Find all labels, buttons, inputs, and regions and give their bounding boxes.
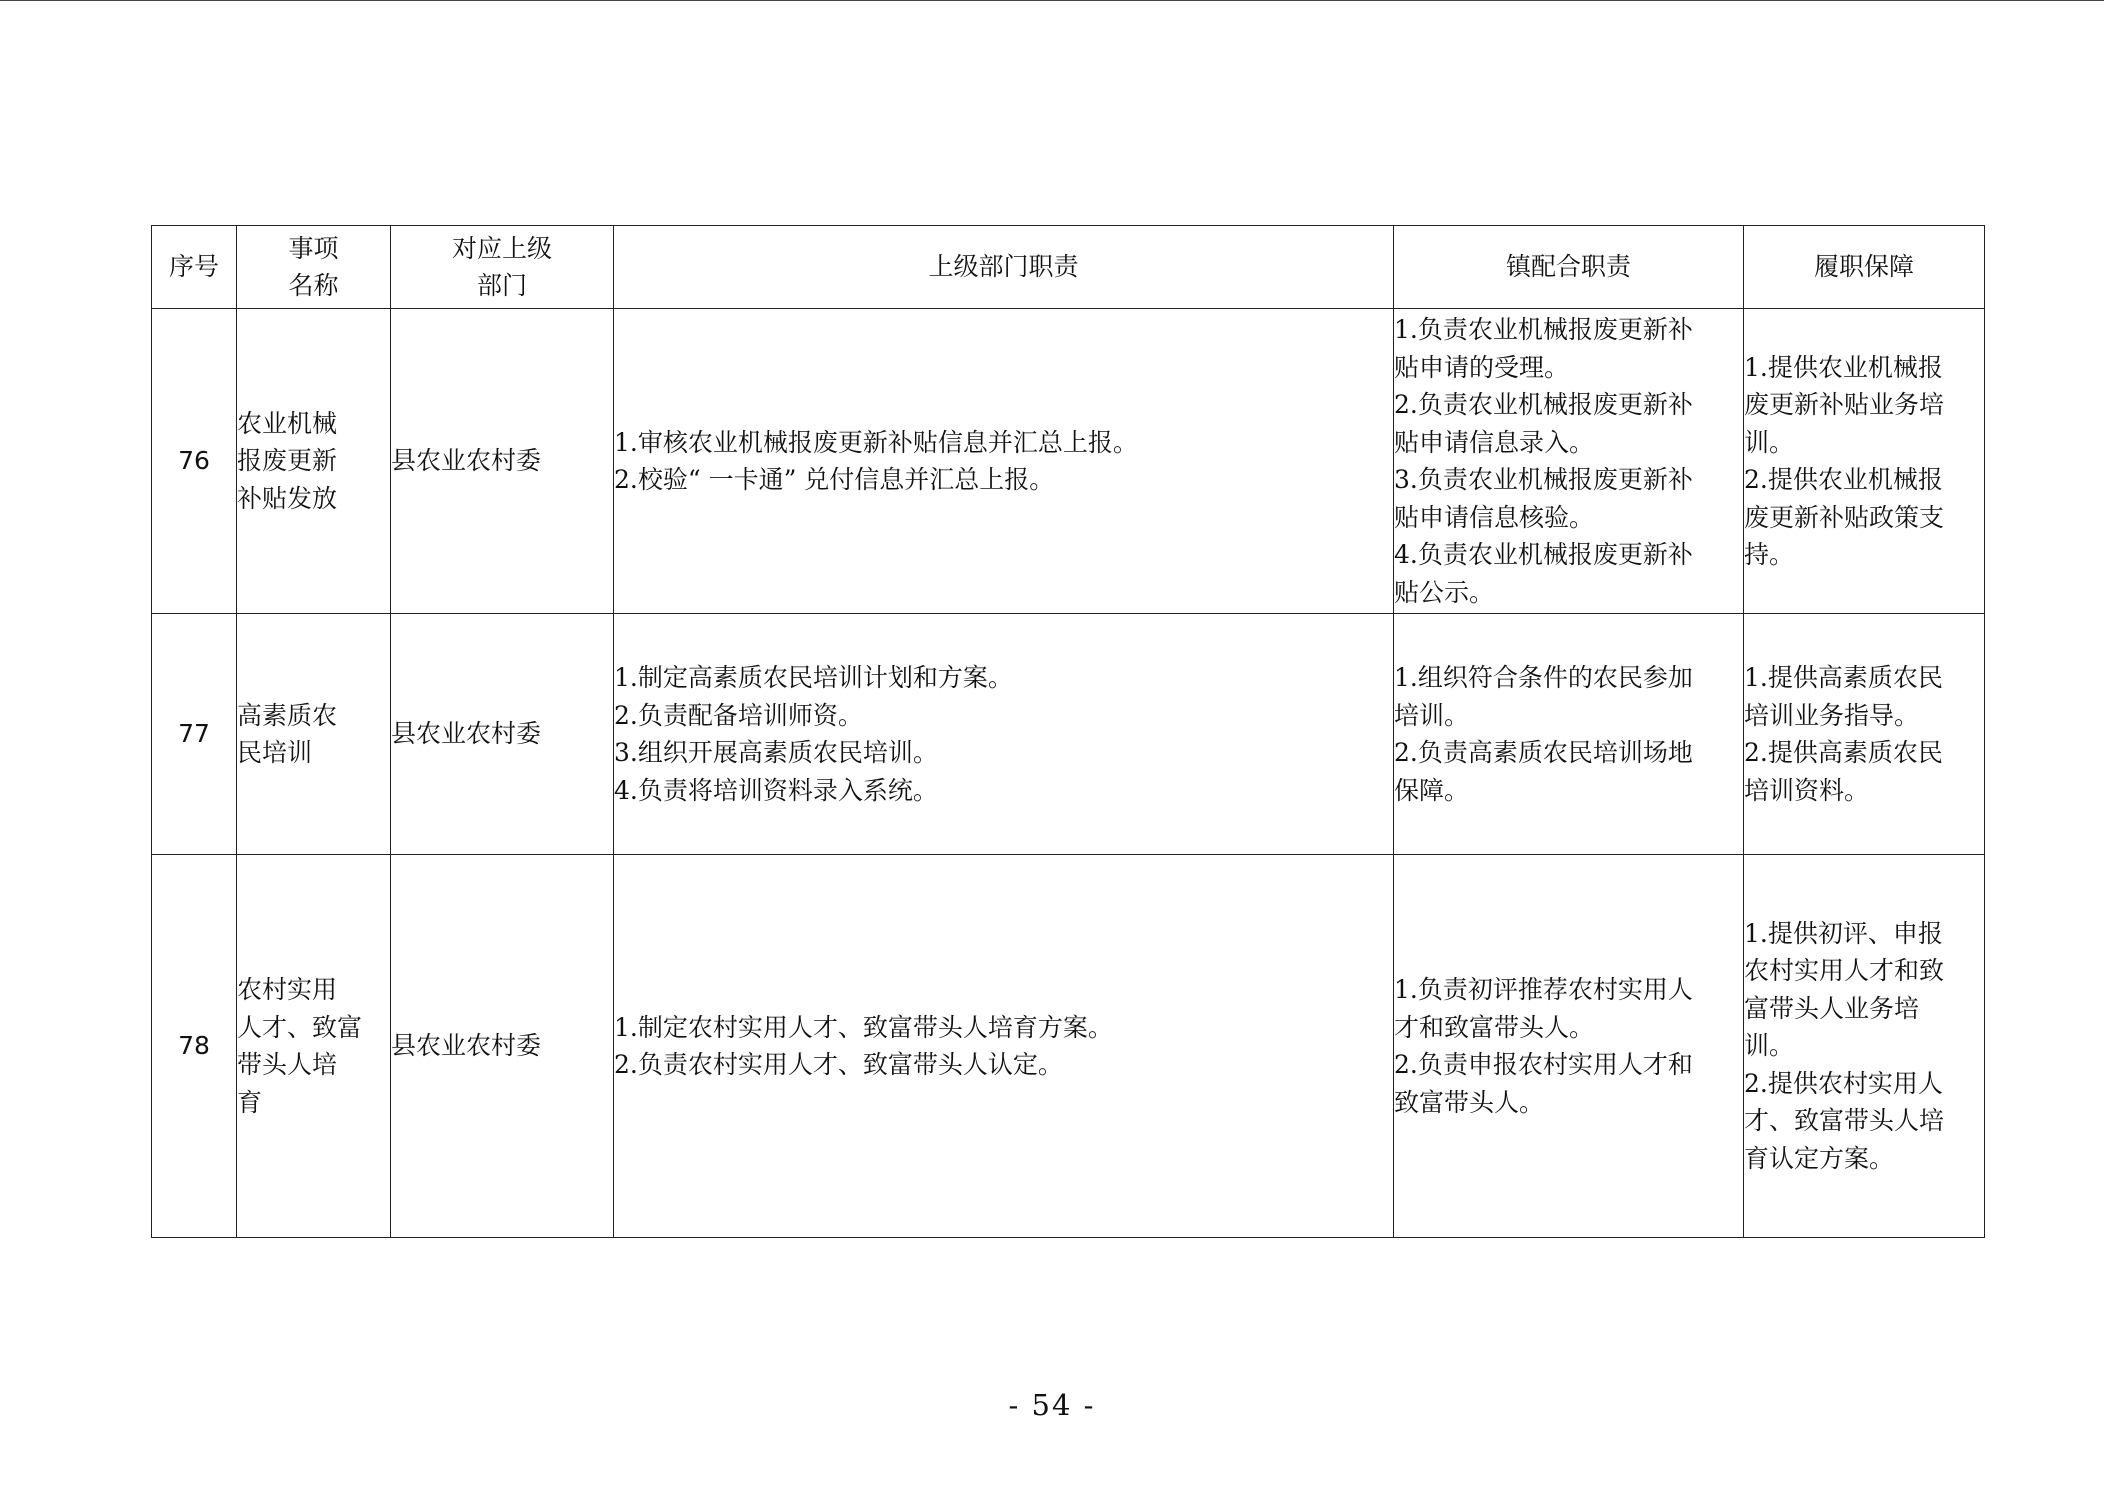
duties-table	[151, 225, 1985, 1238]
row-town-duties: 1.负责农业机械报废更新补 贴申请的受理。 2.负责农业机械报废更新补 贴申请信息录入。 3.负责农业机械报废更新补 贴申请信息核验。 4.负责农业机械报废更新补 贴公示。	[1394, 309, 1744, 614]
row-superior-duties: 1.审核农业机械报废更新补贴信息并汇总上报。 2.校验“ 一卡通” 兑付信息并汇总上报。	[614, 309, 1394, 614]
row-serial-number: 77	[152, 614, 237, 855]
row-superior-duties: 1.制定高素质农民培训计划和方案。 2.负责配备培训师资。 3.组织开展高素质农民培训。 4.负责将培训资料录入系统。	[614, 614, 1394, 855]
header-superior-duties: 上级部门职责	[614, 226, 1394, 309]
header-town-duties: 镇配合职责	[1394, 226, 1744, 309]
row-serial-number: 78	[152, 855, 237, 1238]
row-serial-number: 76	[152, 309, 237, 614]
row-superior-duties: 1.制定农村实用人才、致富带头人培育方案。 2.负责农村实用人才、致富带头人认定。	[614, 855, 1394, 1238]
top-border-line	[0, 0, 2104, 1]
row-town-duties: 1.负责初评推荐农村实用人 才和致富带头人。 2.负责申报农村实用人才和 致富带头人。	[1394, 855, 1744, 1238]
table-row	[152, 855, 1985, 1238]
row-guarantee: 1.提供农业机械报 废更新补贴业务培 训。 2.提供农业机械报 废更新补贴政策支 持。	[1744, 309, 1985, 614]
header-serial-number: 序号	[152, 226, 237, 309]
row-department: 县农业农村委	[391, 855, 614, 1238]
row-item-name: 农村实用 人才、致富 带头人培 育	[237, 855, 391, 1238]
header-item-name: 事项 名称	[237, 226, 391, 309]
table-header-row	[152, 226, 1985, 309]
table-row	[152, 309, 1985, 614]
row-town-duties: 1.组织符合条件的农民参加 培训。 2.负责高素质农民培训场地 保障。	[1394, 614, 1744, 855]
row-item-name: 高素质农 民培训	[237, 614, 391, 855]
header-guarantee: 履职保障	[1744, 226, 1985, 309]
page-number: - 54 -	[1008, 1388, 1096, 1422]
row-department: 县农业农村委	[391, 614, 614, 855]
header-superior-department: 对应上级 部门	[391, 226, 614, 309]
row-department: 县农业农村委	[391, 309, 614, 614]
row-guarantee: 1.提供初评、申报 农村实用人才和致 富带头人业务培 训。 2.提供农村实用人 才、致富带头人培 育认定方案。	[1744, 855, 1985, 1238]
row-item-name: 农业机械 报废更新 补贴发放	[237, 309, 391, 614]
row-guarantee: 1.提供高素质农民 培训业务指导。 2.提供高素质农民 培训资料。	[1744, 614, 1985, 855]
table-row	[152, 614, 1985, 855]
